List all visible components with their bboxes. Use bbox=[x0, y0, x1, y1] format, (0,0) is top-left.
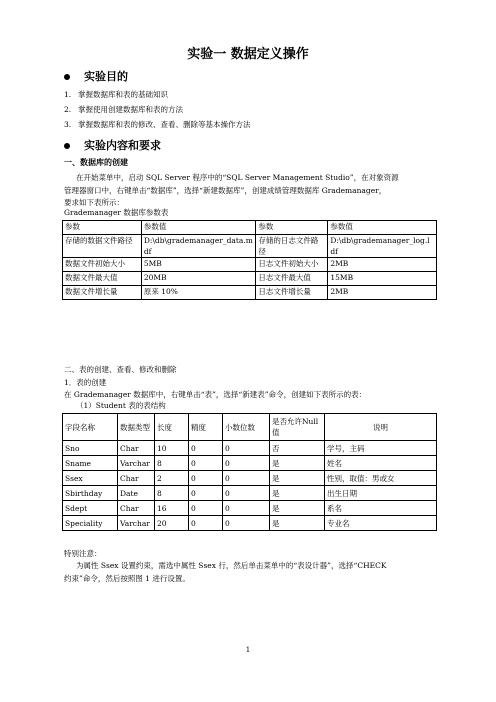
table-cell: 原来 10% bbox=[141, 286, 256, 300]
table-cell: 存储的数据文件路径 bbox=[63, 235, 142, 258]
table-header-cell: 说明 bbox=[325, 414, 437, 441]
table-cell: 数据文件增长量 bbox=[63, 286, 142, 300]
table-cell: 是 bbox=[270, 486, 325, 501]
table-header-cell: 字段名称 bbox=[63, 414, 118, 441]
table-cell: 2MB bbox=[328, 258, 437, 272]
table-caption: （1）Student 表的表结构 bbox=[76, 401, 166, 410]
table-row bbox=[63, 516, 437, 531]
table-cell: Varchar bbox=[118, 516, 155, 531]
table-cell: 0 bbox=[189, 441, 223, 456]
table-row bbox=[63, 441, 437, 456]
list-text: 掌握使用创建数据库和表的方法 bbox=[78, 105, 183, 114]
table-cell: 出生日期 bbox=[325, 486, 437, 501]
table-cell: 0 bbox=[223, 441, 270, 456]
table-cell: 0 bbox=[223, 486, 270, 501]
table-header-cell: 数据类型 bbox=[118, 414, 155, 441]
list-text: 掌握数据库和表的修改、查看、删除等基本操作方法 bbox=[78, 120, 251, 129]
table-cell: 20 bbox=[155, 516, 189, 531]
table-cell: Sno bbox=[63, 441, 118, 456]
table-cell: 0 bbox=[223, 456, 270, 471]
table-header-cell: 精度 bbox=[189, 414, 223, 441]
table-cell: 存储的日志文件路径 bbox=[256, 235, 328, 258]
bullet-icon bbox=[64, 143, 70, 149]
subsection-heading: 1．表的创建 bbox=[64, 378, 107, 387]
table-body bbox=[63, 441, 437, 531]
table-cell: 数据文件初始大小 bbox=[63, 258, 142, 272]
table-cell: 否 bbox=[270, 441, 325, 456]
bullet-icon bbox=[64, 74, 70, 80]
table-row bbox=[63, 501, 437, 516]
subsection-heading: 一、数据库的创建 bbox=[64, 158, 128, 167]
list-item bbox=[64, 104, 183, 115]
table-cell: 0 bbox=[189, 516, 223, 531]
table-cell: 2MB bbox=[328, 286, 437, 300]
table-cell: Sbirthday bbox=[63, 486, 118, 501]
table-row bbox=[63, 456, 437, 471]
table-cell: 8 bbox=[155, 486, 189, 501]
notes-line: 约束”命令，然后按照图 1 进行设置。 bbox=[64, 574, 190, 583]
table-cell: 姓名 bbox=[325, 456, 437, 471]
table-cell: Varchar bbox=[118, 456, 155, 471]
table-cell: 8 bbox=[155, 456, 189, 471]
table-cell: Speciality bbox=[63, 516, 118, 531]
section-heading-content bbox=[64, 137, 161, 153]
table-cell: Char bbox=[118, 441, 155, 456]
table-cell: 0 bbox=[223, 516, 270, 531]
section-heading-objectives bbox=[64, 68, 128, 84]
table-cell: Sname bbox=[63, 456, 118, 471]
table-cell: 专业名 bbox=[325, 516, 437, 531]
table-cell: D:\db\grademanager_log.ldf bbox=[328, 235, 437, 258]
table-cell: 数据文件最大值 bbox=[63, 272, 142, 286]
paragraph-line: 在开始菜单中，启动 SQL Server 程序中的“SQL Server Management Studio”，在对象资源 bbox=[76, 173, 399, 182]
table-cell: 0 bbox=[189, 456, 223, 471]
table-cell: 是 bbox=[270, 471, 325, 486]
table-header-cell: 参数值 bbox=[141, 221, 256, 235]
notes-label: 特别注意： bbox=[64, 549, 102, 558]
document-title: 实验一 数据定义操作 bbox=[187, 47, 309, 62]
table-cell: 0 bbox=[223, 501, 270, 516]
list-item bbox=[64, 89, 168, 100]
table-cell: 15MB bbox=[328, 272, 437, 286]
table-cell: 20MB bbox=[141, 272, 256, 286]
table-caption: Grademanager 数据库参数表 bbox=[64, 208, 169, 217]
list-item bbox=[64, 119, 251, 130]
table-cell: 10 bbox=[155, 441, 189, 456]
table-cell: 5MB bbox=[141, 258, 256, 272]
list-text: 掌握数据库和表的基础知识 bbox=[78, 90, 168, 99]
table-row bbox=[63, 272, 437, 286]
list-number: 1. bbox=[64, 90, 72, 99]
table-cell: 2 bbox=[155, 471, 189, 486]
notes-line: 为属性 Ssex 设置约束，需选中属性 Ssex 行，然后单击菜单中的“表设计器”，选择“CHECK bbox=[76, 561, 387, 570]
page-number: 1 bbox=[245, 646, 251, 654]
table-cell: Date bbox=[118, 486, 155, 501]
section-heading-tables: 二、表的创建、查看、修改和删除 bbox=[64, 365, 177, 374]
table-cell: 性别，取值：男或女 bbox=[325, 471, 437, 486]
table-cell: 0 bbox=[223, 471, 270, 486]
table-cell: 是 bbox=[270, 501, 325, 516]
table-cell: 日志文件增长量 bbox=[256, 286, 328, 300]
paragraph-line: 管理器窗口中，右键单击“数据库”，选择“新建数据库”，创建成绩管理数据库 Grademanager， bbox=[64, 186, 387, 195]
paragraph-line: 在 Grademanager 数据库中，右键单击“表”，选择“新建表”命令，创建如下表所示的表： bbox=[64, 390, 367, 399]
table-header-cell: 参数值 bbox=[328, 221, 437, 235]
table-header-row bbox=[63, 221, 437, 235]
paragraph-line: 要求如下表所示： bbox=[64, 198, 124, 207]
section-heading-text: 实验目的 bbox=[84, 70, 128, 83]
table-cell: Char bbox=[118, 501, 155, 516]
table-header-cell: 长度 bbox=[155, 414, 189, 441]
table-header-cell: 参数 bbox=[256, 221, 328, 235]
database-parameter-table bbox=[62, 220, 437, 300]
table-row bbox=[63, 258, 437, 272]
table-cell: D:\db\grademanager_data.mdf bbox=[141, 235, 256, 258]
list-number: 2. bbox=[64, 105, 72, 114]
table-cell: Ssex bbox=[63, 471, 118, 486]
table-cell: 系名 bbox=[325, 501, 437, 516]
table-header-cell: 小数位数 bbox=[223, 414, 270, 441]
list-number: 3. bbox=[64, 120, 72, 129]
table-cell: 0 bbox=[189, 501, 223, 516]
student-structure-table bbox=[62, 413, 437, 531]
table-cell: 日志文件初始大小 bbox=[256, 258, 328, 272]
table-header-row bbox=[63, 414, 437, 441]
table-header-cell: 是否允许Null值 bbox=[270, 414, 325, 441]
table-row bbox=[63, 486, 437, 501]
table-row bbox=[63, 286, 437, 300]
table-row bbox=[63, 471, 437, 486]
table-cell: Sdept bbox=[63, 501, 118, 516]
section-heading-text: 实验内容和要求 bbox=[84, 139, 161, 152]
table-cell: 日志文件最大值 bbox=[256, 272, 328, 286]
table-cell: 学号，主码 bbox=[325, 441, 437, 456]
table-cell: 是 bbox=[270, 516, 325, 531]
table-cell: Char bbox=[118, 471, 155, 486]
table-cell: 是 bbox=[270, 456, 325, 471]
table-cell: 0 bbox=[189, 471, 223, 486]
table-cell: 16 bbox=[155, 501, 189, 516]
table-row bbox=[63, 235, 437, 258]
table-header-cell: 参数 bbox=[63, 221, 142, 235]
table-cell: 0 bbox=[189, 486, 223, 501]
